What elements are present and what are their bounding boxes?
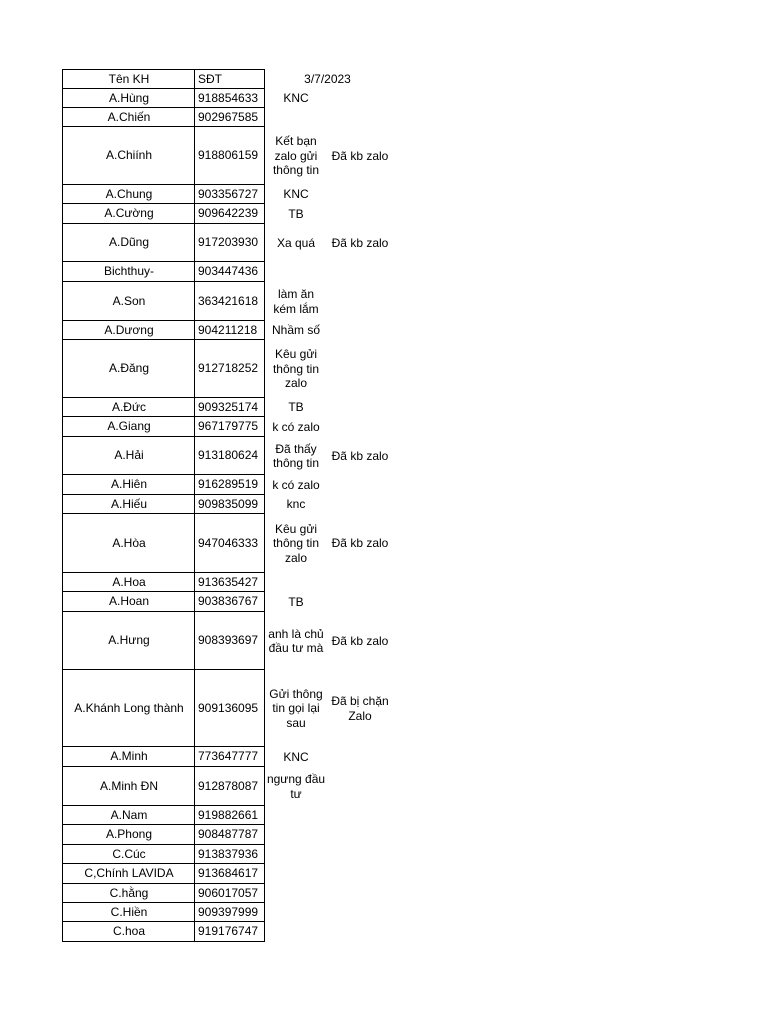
table-row — [0, 475, 768, 495]
status-cell[interactable] — [327, 185, 393, 204]
status-cell[interactable]: Đã kb zalo — [331, 536, 389, 551]
phone-cell[interactable]: 909136095 — [194, 670, 265, 747]
customer-name-cell[interactable]: A.Chung — [62, 185, 195, 204]
table-row — [0, 398, 768, 417]
table-row — [0, 108, 768, 127]
status-cell[interactable]: Đã kb zalo — [331, 448, 389, 463]
table-row — [0, 495, 768, 514]
table-row — [0, 825, 768, 845]
status-cell[interactable] — [327, 767, 393, 806]
header-status-cell[interactable] — [327, 69, 393, 89]
table-row — [0, 282, 768, 321]
note-cell[interactable]: knc — [286, 497, 306, 512]
note-cell[interactable]: Kêu gửi thông tin zalo — [272, 521, 320, 565]
note-cell[interactable] — [265, 262, 327, 282]
customer-name-cell[interactable]: A.Chiính — [62, 127, 195, 185]
table-row — [0, 417, 768, 437]
status-cell[interactable] — [327, 864, 393, 884]
status-cell[interactable] — [327, 806, 393, 825]
table-row — [0, 262, 768, 282]
status-cell[interactable] — [327, 903, 393, 922]
phone-cell[interactable]: 919882661 — [194, 806, 265, 825]
phone-cell[interactable]: 363421618 — [194, 282, 265, 321]
status-cell[interactable] — [327, 282, 393, 321]
customer-name-cell[interactable]: A.Khánh Long thành — [62, 670, 195, 747]
note-cell[interactable]: TB — [288, 206, 304, 221]
table-row — [0, 127, 768, 185]
customer-name-cell[interactable]: A.Chiến — [62, 108, 195, 127]
table-row — [0, 89, 768, 108]
table-row — [0, 903, 768, 922]
table-row — [0, 321, 768, 340]
status-cell[interactable]: Đã kb zalo — [331, 633, 389, 648]
table-row — [0, 747, 768, 767]
note-cell[interactable]: Nhầm số — [271, 323, 321, 338]
status-cell[interactable] — [327, 321, 393, 340]
status-cell[interactable] — [327, 573, 393, 592]
note-cell[interactable]: KNC — [283, 91, 309, 106]
phone-cell[interactable]: 912878087 — [194, 767, 265, 806]
customer-name-cell[interactable]: C.Cúc — [62, 845, 195, 864]
customer-name-cell[interactable]: A.Hùng — [62, 89, 195, 108]
status-cell[interactable]: Đã kb zalo — [331, 148, 389, 163]
customer-name-cell[interactable]: A.Minh — [62, 747, 195, 767]
status-cell[interactable] — [327, 398, 393, 417]
phone-cell[interactable]: 903356727 — [194, 185, 265, 204]
note-cell[interactable]: KNC — [283, 187, 309, 202]
header-customer-name-cell[interactable]: Tên KH — [62, 69, 195, 89]
status-cell[interactable] — [327, 747, 393, 767]
phone-cell[interactable]: 912718252 — [194, 340, 265, 398]
table-row — [0, 340, 768, 398]
status-cell[interactable]: Đã kb zalo — [331, 235, 389, 250]
customer-name-cell[interactable]: A.Dũng — [62, 224, 195, 262]
phone-cell[interactable]: 908393697 — [194, 612, 265, 670]
customer-name-cell[interactable]: A.Hòa — [62, 514, 195, 573]
customer-name-cell[interactable]: A.Hiếu — [62, 495, 195, 514]
customer-name-cell[interactable]: A.Son — [62, 282, 195, 321]
customer-name-cell[interactable]: A.Đức — [62, 398, 195, 417]
phone-cell[interactable]: 906017057 — [194, 884, 265, 903]
table-row — [0, 204, 768, 224]
customer-name-cell[interactable]: C.Hiền — [62, 903, 195, 922]
phone-cell[interactable]: 918854633 — [194, 89, 265, 108]
status-cell[interactable] — [327, 89, 393, 108]
table-row — [0, 670, 768, 747]
customer-name-cell[interactable]: C.hoa — [62, 922, 195, 942]
note-cell[interactable] — [265, 108, 327, 127]
note-cell[interactable]: ngưng đầu tư — [266, 772, 326, 801]
note-cell[interactable] — [265, 884, 327, 903]
customer-name-cell[interactable]: A.Nam — [62, 806, 195, 825]
status-cell[interactable] — [327, 417, 393, 437]
customer-name-cell[interactable]: C,Chính LAVIDA — [62, 864, 195, 884]
phone-cell[interactable]: 916289519 — [194, 475, 265, 495]
phone-cell[interactable]: 917203930 — [194, 224, 265, 262]
table-row — [0, 573, 768, 592]
phone-cell[interactable]: 947046333 — [194, 514, 265, 573]
phone-cell[interactable]: 913837936 — [194, 845, 265, 864]
phone-cell[interactable]: 903836767 — [194, 592, 265, 612]
customer-name-cell[interactable]: A.Cường — [62, 204, 195, 224]
table-row — [0, 806, 768, 825]
table-row — [0, 767, 768, 806]
status-cell[interactable] — [327, 475, 393, 495]
status-cell[interactable] — [327, 922, 393, 942]
status-cell[interactable] — [327, 825, 393, 845]
phone-cell[interactable]: 904211218 — [194, 321, 265, 340]
status-cell[interactable] — [327, 845, 393, 864]
customer-name-cell[interactable]: A.Minh ĐN — [62, 767, 195, 806]
phone-cell[interactable]: 918806159 — [194, 127, 265, 185]
status-cell[interactable] — [327, 204, 393, 224]
phone-cell[interactable]: 908487787 — [194, 825, 265, 845]
table-row — [0, 884, 768, 903]
customer-name-cell[interactable]: C.hằng — [62, 884, 195, 903]
phone-cell[interactable]: 913635427 — [194, 573, 265, 592]
status-cell[interactable]: Đã bị chặn Zalo — [331, 694, 389, 723]
note-cell[interactable]: Gửi thông tin gọi lại sau — [269, 686, 323, 730]
header-note-cell[interactable]: 3/7/2023 — [304, 71, 351, 86]
table-row — [0, 845, 768, 864]
customer-name-cell[interactable]: A.Giang — [62, 417, 195, 437]
phone-cell[interactable]: 909835099 — [194, 495, 265, 514]
phone-cell[interactable]: 913180624 — [194, 437, 265, 475]
status-cell[interactable] — [327, 340, 393, 398]
note-cell[interactable] — [265, 573, 327, 592]
status-cell[interactable] — [327, 108, 393, 127]
customer-name-cell[interactable]: A.Đăng — [62, 340, 195, 398]
table-row — [0, 864, 768, 884]
phone-cell[interactable]: 909397999 — [194, 903, 265, 922]
status-cell[interactable] — [327, 495, 393, 514]
phone-cell[interactable]: 902967585 — [194, 108, 265, 127]
header-phone-cell[interactable]: SĐT — [194, 69, 265, 89]
phone-cell[interactable]: 909642239 — [194, 204, 265, 224]
phone-cell[interactable]: 967179775 — [194, 417, 265, 437]
table-row — [0, 224, 768, 262]
table-row — [0, 185, 768, 204]
note-cell[interactable]: TB — [288, 594, 304, 609]
customer-name-cell[interactable]: A.Phong — [62, 825, 195, 845]
note-cell[interactable] — [265, 864, 327, 884]
table-row — [0, 922, 768, 942]
table-row — [0, 592, 768, 612]
customer-name-cell[interactable]: A.Dương — [62, 321, 195, 340]
note-cell[interactable] — [265, 825, 327, 845]
table-row — [0, 514, 768, 573]
customer-name-cell[interactable]: A.Hải — [62, 437, 195, 475]
customer-name-cell[interactable]: A.Hưng — [62, 612, 195, 670]
note-cell[interactable] — [265, 922, 327, 942]
note-cell[interactable]: anh là chủ đầu tư mà — [268, 626, 324, 655]
header-row — [0, 69, 768, 89]
customer-name-cell[interactable]: A.Hoan — [62, 592, 195, 612]
customer-name-cell[interactable]: A.Hoa — [62, 573, 195, 592]
note-cell[interactable]: k có zalo — [272, 419, 320, 434]
table-row — [0, 437, 768, 475]
status-cell[interactable] — [327, 884, 393, 903]
note-cell[interactable]: Xa quá — [276, 235, 316, 250]
note-cell[interactable]: KNC — [283, 749, 309, 764]
note-cell[interactable] — [265, 845, 327, 864]
note-cell[interactable] — [265, 903, 327, 922]
note-cell[interactable]: làm ăn kém lắm — [273, 287, 319, 316]
phone-cell[interactable]: 909325174 — [194, 398, 265, 417]
note-cell[interactable]: TB — [288, 400, 304, 415]
customer-name-cell[interactable]: Bichthuy- — [62, 262, 195, 282]
note-cell[interactable]: k có zalo — [272, 477, 320, 492]
customer-name-cell[interactable]: A.Hiên — [62, 475, 195, 495]
status-cell[interactable] — [327, 262, 393, 282]
note-cell[interactable]: Kêu gửi thông tin zalo — [272, 347, 320, 391]
note-cell[interactable]: Đã thấy thông tin — [272, 441, 320, 470]
table-row — [0, 612, 768, 670]
note-cell[interactable] — [265, 806, 327, 825]
phone-cell[interactable]: 913684617 — [194, 864, 265, 884]
status-cell[interactable] — [327, 592, 393, 612]
phone-cell[interactable]: 773647777 — [194, 747, 265, 767]
phone-cell[interactable]: 903447436 — [194, 262, 265, 282]
note-cell[interactable]: Kết bạn zalo gửi thông tin — [272, 134, 320, 178]
phone-cell[interactable]: 919176747 — [194, 922, 265, 942]
